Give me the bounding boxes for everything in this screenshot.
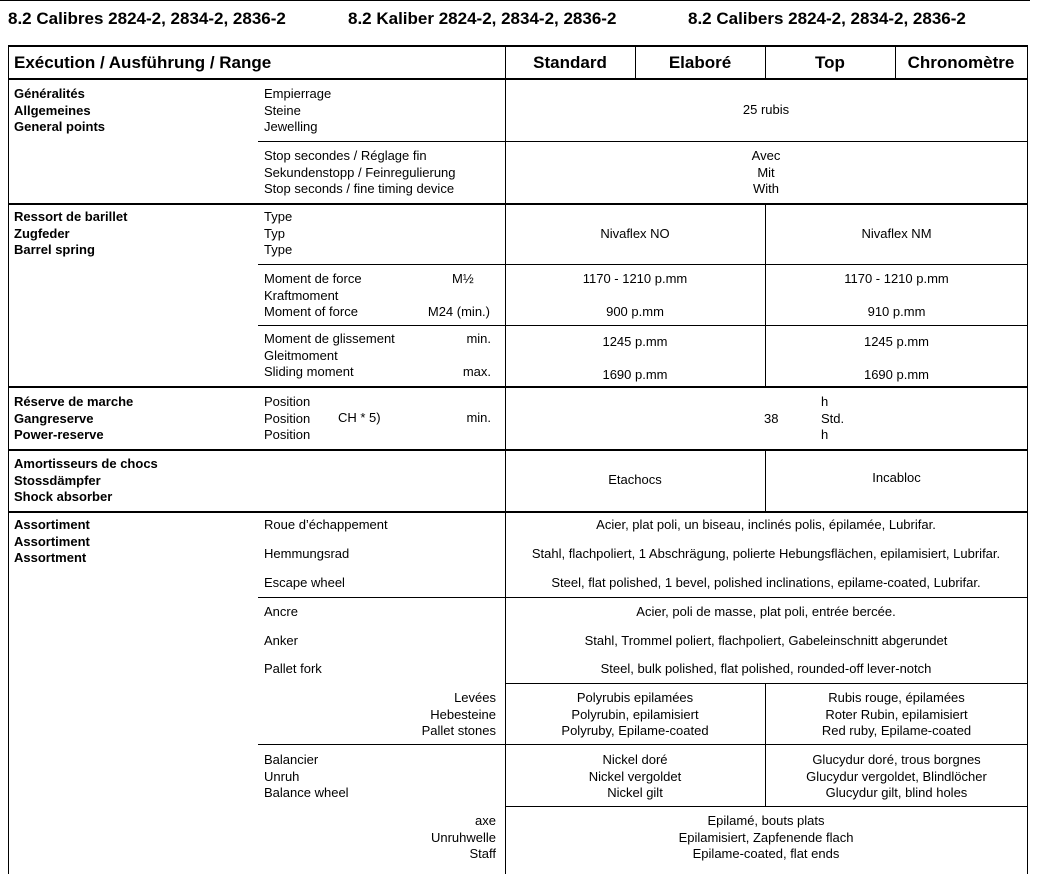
column-header-execution: Exécution / Ausführung / Range — [14, 53, 272, 72]
power-ch-note: CH * 5) — [338, 410, 381, 425]
power-value: 38 — [764, 411, 779, 426]
jewelling-label: Empierrage Steine Jewelling — [264, 86, 332, 134]
row-divider — [258, 597, 1028, 598]
section-label-general: Généralités Allgemeines General points — [14, 86, 106, 134]
staff-value: Epilamé, bouts plats Epilamisiert, Zapfenende flach Epilame-coated, flat ends — [678, 813, 854, 861]
row-divider — [505, 806, 1028, 807]
barrel-type-left: Nivaflex NO — [600, 226, 670, 241]
escape-wheel-label-fr: Roue d’échappement — [264, 517, 388, 532]
section-label-barrel: Ressort de barillet Zugfeder Barrel spring — [14, 209, 128, 257]
sliding-min-label: min. — [466, 331, 491, 346]
row-divider — [258, 264, 1028, 265]
sliding-left-min: 1245 p.mm — [602, 334, 668, 349]
row-divider — [505, 683, 1028, 684]
force-moment-label: Moment de force Kraftmoment Moment of force — [264, 271, 362, 319]
section-divider — [8, 386, 1028, 388]
section-divider — [8, 203, 1028, 205]
pallet-fork-value-de: Stahl, Trommel poliert, flachpoliert, Gabeleinschnitt abgerundet — [584, 633, 948, 648]
balance-wheel-left: Nickel doré Nickel vergoldet Nickel gilt — [588, 752, 682, 800]
header-bottom-border — [8, 78, 1028, 80]
pallet-fork-label-en: Pallet fork — [264, 661, 322, 676]
escape-wheel-label-en: Escape wheel — [264, 575, 345, 590]
pallet-stones-right: Rubis rouge, épilamées Roter Rubin, epilamisiert Red ruby, Epilame-coated — [821, 690, 972, 738]
row-divider — [258, 325, 1028, 326]
column-header-chronometre: Chronomètre — [907, 53, 1015, 72]
column-header-elabore: Elaboré — [668, 53, 732, 72]
pallet-fork-value-en: Steel, bulk polished, flat polished, rounded-off lever-notch — [600, 661, 932, 676]
title-fr: 8.2 Calibres 2824-2, 2834-2, 2836-2 — [8, 9, 286, 28]
table-top-border — [8, 45, 1028, 47]
power-position-label: Position Position Position — [264, 394, 311, 442]
sliding-right-min: 1245 p.mm — [863, 334, 930, 349]
sliding-left-max: 1690 p.mm — [602, 367, 668, 382]
pallet-stones-label: Levées Hebesteine Pallet stones — [421, 690, 496, 738]
stop-seconds-value: Avec Mit With — [751, 148, 781, 196]
force-m-half: M½ — [452, 271, 474, 286]
pallet-fork-label-fr: Ancre — [264, 604, 298, 619]
pallet-stones-left: Polyrubis epilamées Polyrubin, epilamisiert Polyruby, Epilame-coated — [561, 690, 709, 738]
table-left-border — [8, 45, 9, 874]
pallet-fork-label-de: Anker — [264, 633, 298, 648]
shock-right: Incabloc — [872, 470, 921, 485]
staff-label: axe Unruhwelle Staff — [430, 813, 496, 861]
column-header-standard: Standard — [533, 53, 607, 72]
column-header-top: Top — [815, 53, 845, 72]
escape-wheel-value-de: Stahl, flachpoliert, 1 Abschrägung, polierte Hebungsflächen, epilamisiert, Lubrifar. — [531, 546, 1001, 561]
sliding-moment-label: Moment de glissement Gleitmoment Sliding moment — [264, 331, 395, 379]
shock-left: Etachocs — [608, 472, 662, 487]
escape-wheel-value-en: Steel, flat polished, 1 bevel, polished inclinations, epilame-coated, Lubrifar. — [551, 575, 981, 590]
jewelling-value: 25 rubis — [742, 102, 790, 117]
stop-seconds-label: Stop secondes / Réglage fin Sekundenstopp / Feinregulierung Stop seconds / fine timing device — [264, 148, 456, 196]
top-rule — [0, 0, 1030, 1]
force-left-min: 900 p.mm — [606, 304, 664, 319]
section-label-power: Réserve de marche Gangreserve Power-reserve — [14, 394, 134, 442]
power-min-label: min. — [466, 410, 491, 425]
row-divider — [258, 141, 1028, 142]
title-de: 8.2 Kaliber 2824-2, 2834-2, 2836-2 — [348, 9, 617, 28]
power-units: h Std. h — [821, 394, 845, 442]
section-label-assortment: Assortiment Assortiment Assortment — [14, 517, 90, 565]
section-divider — [8, 511, 1028, 513]
table-right-border — [1027, 45, 1028, 874]
force-right-min: 910 p.mm — [867, 304, 926, 319]
escape-wheel-label-de: Hemmungsrad — [264, 546, 350, 561]
row-divider — [258, 744, 1028, 745]
sliding-right-max: 1690 p.mm — [863, 367, 930, 382]
title-en: 8.2 Calibers 2824-2, 2834-2, 2836-2 — [688, 9, 966, 28]
balance-wheel-label: Balancier Unruh Balance wheel — [264, 752, 349, 800]
pallet-fork-value-fr: Acier, poli de masse, plat poli, entrée bercée. — [636, 604, 896, 619]
barrel-type-label: Type Typ Type — [264, 209, 293, 257]
balance-wheel-right: Glucydur doré, trous borgnes Glucydur vergoldet, Blindlöcher Glucydur gilt, blind holes — [806, 752, 987, 800]
force-right-max: 1170 - 1210 p.mm — [844, 271, 949, 286]
force-left-max: 1170 - 1210 p.mm — [582, 271, 688, 286]
escape-wheel-value-fr: Acier, plat poli, un biseau, inclinés polis, épilamée, Lubrifar. — [596, 517, 936, 532]
section-label-shock: Amortisseurs de chocs Stossdämpfer Shock absorber — [14, 456, 158, 504]
sliding-max-label: max. — [462, 364, 491, 379]
force-m24: M24 (min.) — [427, 304, 490, 319]
section-divider — [8, 449, 1028, 451]
barrel-type-right: Nivaflex NM — [861, 226, 932, 241]
